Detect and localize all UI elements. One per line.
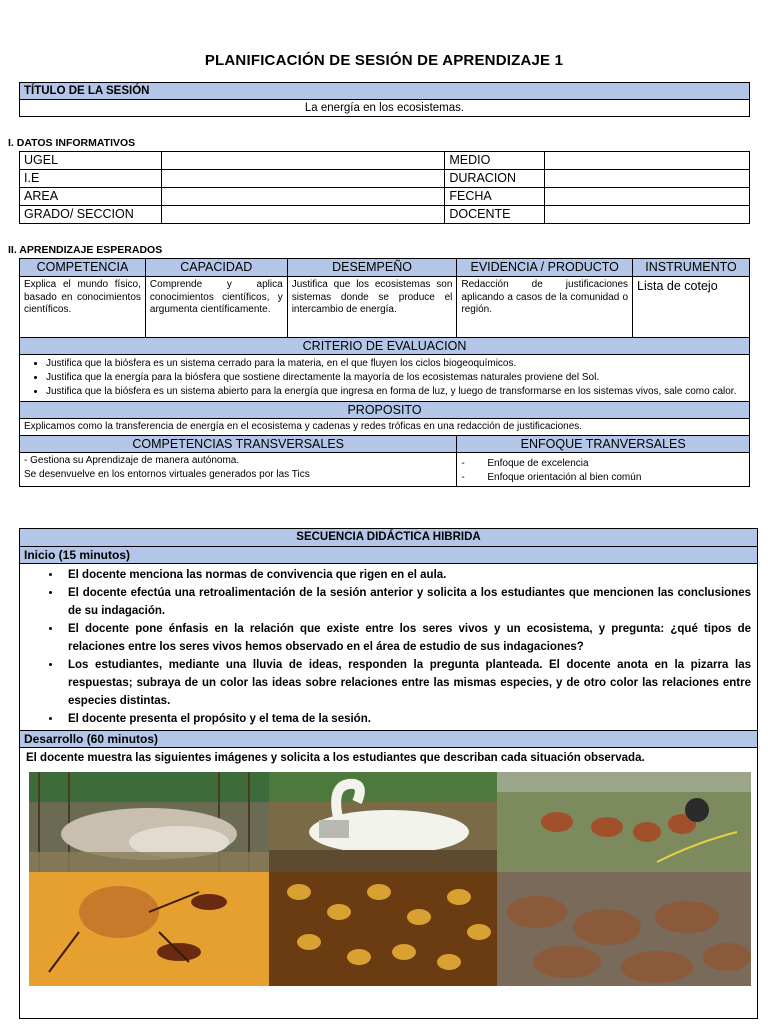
datos-value[interactable] [545, 170, 750, 188]
session-title-value: La energía en los ecosistemas. [20, 100, 750, 117]
criterio-header: CRITERIO DE EVALUACION [20, 338, 750, 355]
desempeno-cell: Justifica que los ecosistemas son sistemas donde se produce el intercambio de energía. [287, 277, 457, 338]
desarrollo-text: El docente muestra las siguientes imágenes y solicita a los estudiantes que describan cada situación observada. [26, 752, 645, 764]
column-header-evidencia: EVIDENCIA / PRODUCTO [457, 259, 633, 277]
datos-value[interactable] [161, 206, 445, 224]
photo-wolves-in-enclosure [29, 772, 269, 872]
secuencia-table [19, 528, 758, 1019]
photo-bees-on-honeycomb [269, 872, 497, 986]
photo-swan-nest [269, 772, 497, 872]
list-item: • Justifica que la biósfera es un sistema cerrado para la materia, en el que fluyen los ciclos biogeoquímicos. [46, 357, 745, 371]
datos-value[interactable] [161, 152, 445, 170]
session-title-table [19, 82, 750, 117]
datos-heading: I. DATOS INFORMATIVOS [8, 137, 136, 149]
proposito-text: Explicamos como la transferencia de energía en el ecosistema y cadenas y redes tróficas en una redacción de justificaciones. [20, 419, 750, 436]
proposito-header: PROPOSITO [20, 402, 750, 419]
datos-label: FECHA [445, 188, 545, 206]
datos-value[interactable] [545, 188, 750, 206]
photo-sea-lions [497, 872, 751, 986]
datos-label: MEDIO [445, 152, 545, 170]
column-header-competencia: COMPETENCIA [20, 259, 146, 277]
datos-label: DOCENTE [445, 206, 545, 224]
photo-hens-on-grass [497, 772, 751, 872]
datos-table [19, 151, 750, 224]
inicio-body [20, 564, 758, 731]
list-item: • El docente pone énfasis en la relación que existe entre los seres vivos y un ecosistema, y pregunta: ¿qué tipos de relaciones entre los seres vivos hemos observado en el área de estudio de sus indagaciones? [62, 620, 751, 656]
datos-row [20, 188, 750, 206]
datos-value[interactable] [161, 170, 445, 188]
datos-label: GRADO/ SECCION [20, 206, 162, 224]
desarrollo-body [20, 748, 758, 1019]
criterio-list-cell [20, 355, 750, 402]
datos-label: AREA [20, 188, 162, 206]
list-item: • El docente menciona las normas de convivencia que rigen en el aula. [62, 566, 751, 584]
datos-row [20, 206, 750, 224]
competencias-transversales-header: COMPETENCIAS TRANSVERSALES [20, 436, 457, 453]
image-collage [29, 772, 751, 986]
page-title: PLANIFICACIÓN DE SESIÓN DE APRENDIZAJE 1 [204, 52, 564, 69]
datos-label: DURACION [445, 170, 545, 188]
column-header-instrumento: INSTRUMENTO [633, 259, 750, 277]
list-item: • El docente presenta el propósito y el tema de la sesión. [62, 710, 751, 728]
enfoque-item: - Enfoque de excelencia [461, 458, 589, 469]
datos-row [20, 170, 750, 188]
datos-label: UGEL [20, 152, 162, 170]
datos-row [20, 152, 750, 170]
competencia-cell: Explica el mundo físico, basado en conocimientos científicos. [20, 277, 146, 338]
enfoque-transversales-header: ENFOQUE TRANVERSALES [457, 436, 750, 453]
criterio-list [24, 357, 745, 399]
competencia-transversal-item: Se desenvuelve en los entornos virtuales generados por las Tics [24, 469, 310, 480]
datos-value[interactable] [545, 152, 750, 170]
list-item: • El docente efectúa una retroalimentación de la sesión anterior y solicita a los estudiantes que mencionen las conclusiones de su indagación. [62, 584, 751, 620]
column-header-capacidad: CAPACIDAD [145, 259, 287, 277]
secuencia-header: SECUENCIA DIDÁCTICA HIBRIDA [20, 529, 758, 547]
list-item: • Justifica que la biósfera es un sistema abierto para la energía que ingresa en forma de luz, y luego de transformarse en los sistemas vivos, sale como calor. [46, 385, 745, 399]
datos-value[interactable] [545, 206, 750, 224]
competencia-transversal-item: - Gestiona su Aprendizaje de manera autónoma. [24, 455, 240, 466]
aprendizajes-table [19, 258, 750, 487]
competencias-transversales-cell [20, 453, 457, 487]
evidencia-cell: Redacción de justificaciones aplicando a casos de la comunidad o región. [457, 277, 633, 338]
photo-ants-carrying-beetle [29, 872, 269, 986]
table-row [20, 277, 750, 338]
datos-value[interactable] [161, 188, 445, 206]
instrumento-cell: Lista de cotejo [633, 277, 750, 338]
desarrollo-header: Desarrollo (60 minutos) [20, 731, 758, 748]
capacidad-cell: Comprende y aplica conocimientos científicos, y argumenta científicamente. [145, 277, 287, 338]
enfoque-cell [457, 453, 750, 487]
datos-label: I.E [20, 170, 162, 188]
enfoque-item: - Enfoque orientación al bien común [461, 472, 642, 483]
aprendizajes-heading: II. APRENDIZAJE ESPERADOS [8, 244, 163, 256]
session-title-label: TÍTULO DE LA SESIÓN [20, 83, 750, 100]
column-header-desempeno: DESEMPEÑO [287, 259, 457, 277]
list-item: • Los estudiantes, mediante una lluvia de ideas, responden la pregunta planteada. El docente anota en la pizarra las respuestas; subraya de un color las ideas sobre relaciones entre las mismas especies, y de otro color las relaciones entre especies distintas. [62, 656, 751, 710]
list-item: • Justifica que la energía para la biósfera que sostiene directamente la mayoría de los ecosistemas naturales proviene del Sol. [46, 371, 745, 385]
inicio-header: Inicio (15 minutos) [20, 547, 758, 564]
inicio-list [26, 566, 751, 728]
